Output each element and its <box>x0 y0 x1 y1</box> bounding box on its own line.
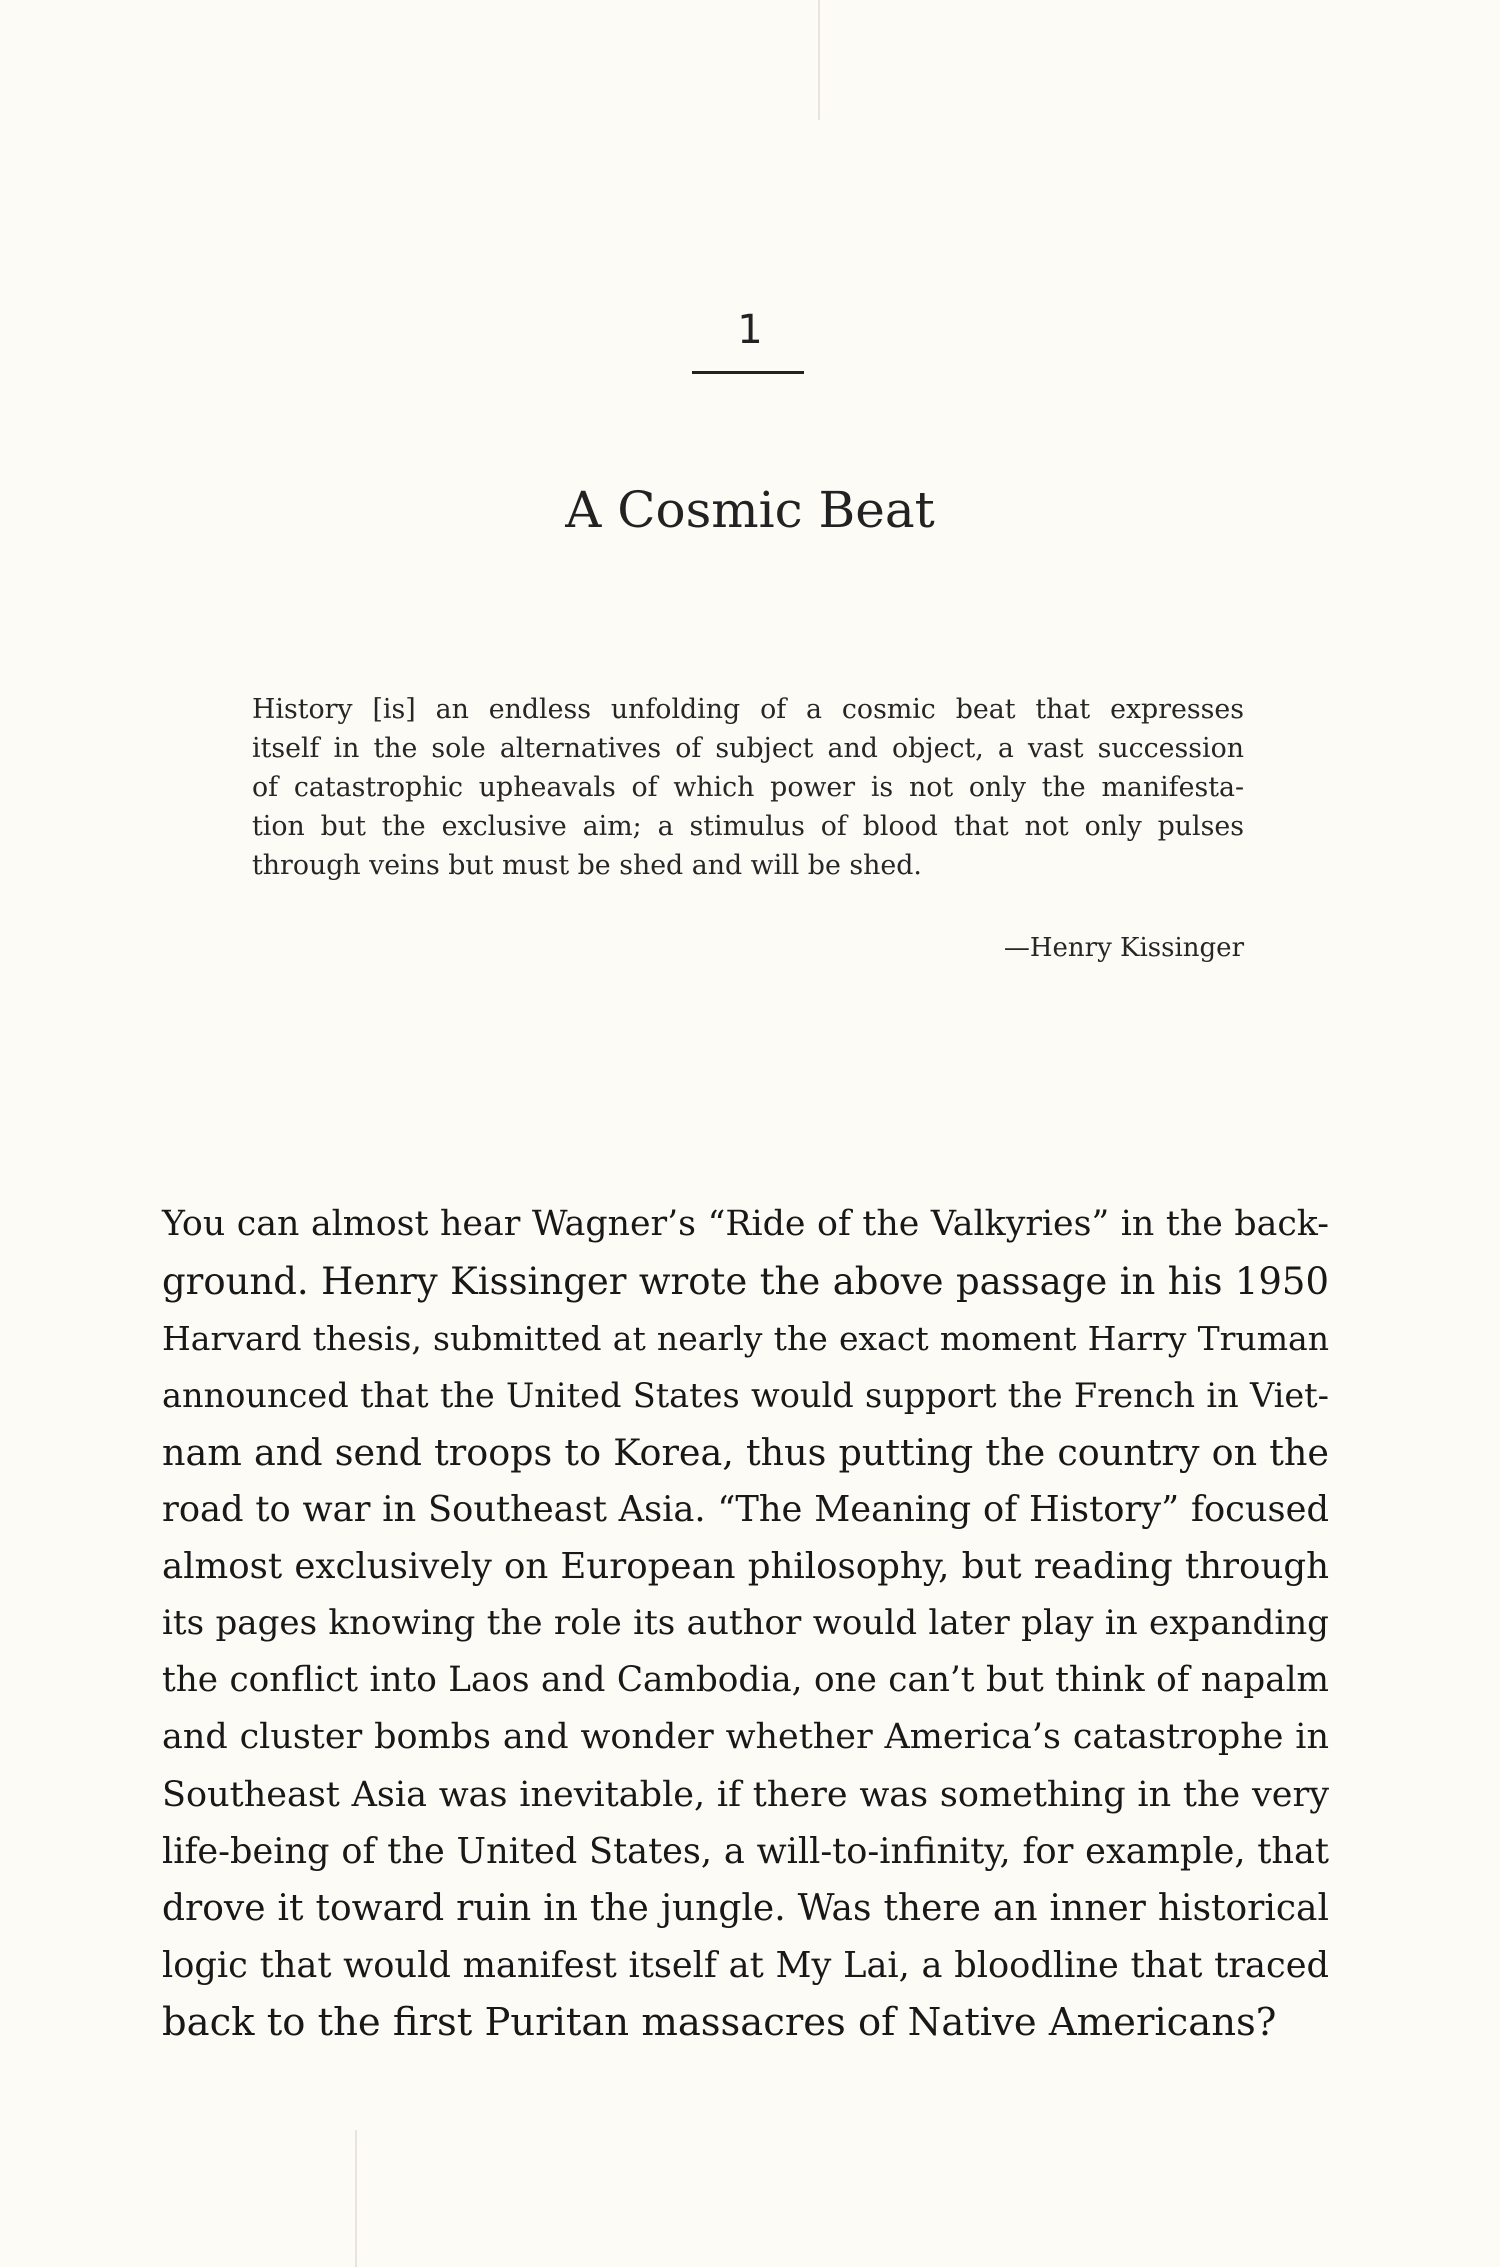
body-line: Southeast Asia was inevitable, if there was something in the very <box>162 1774 1329 1815</box>
chapter-number-rule <box>692 371 804 374</box>
body-line: life-being of the United States, a will-to-infinity, for example, that <box>162 1831 1329 1872</box>
body-line: its pages knowing the role its author would later play in expanding <box>162 1603 1329 1643</box>
body-paragraph <box>162 1196 1329 2051</box>
epigraph <box>252 690 1244 885</box>
body-line: announced that the United States would support the French in Viet- <box>162 1376 1329 1415</box>
body-line: road to war in Southeast Asia. “The Meaning of History” focused <box>162 1489 1329 1530</box>
epigraph-line: through veins but must be shed and will be shed. <box>252 850 922 881</box>
body-line: drove it toward ruin in the jungle. Was there an inner historical <box>162 1888 1329 1929</box>
body-line: Harvard thesis, submitted at nearly the exact moment Harry Truman <box>162 1319 1329 1358</box>
epigraph-line: tion but the exclusive aim; a stimulus of blood that not only pulses <box>252 811 1244 842</box>
body-line: and cluster bombs and wonder whether America’s catastrophe in <box>162 1717 1329 1757</box>
body-line: almost exclusively on European philosophy, but reading through <box>162 1546 1329 1587</box>
body-line: logic that would manifest itself at My Lai, a bloodline that traced <box>162 1945 1329 1986</box>
scan-artifact-line <box>355 2130 357 2267</box>
body-line: nam and send troops to Korea, thus putting the country on the <box>162 1431 1329 1474</box>
epigraph-attribution: —Henry Kissinger <box>1003 933 1244 963</box>
body-line: You can almost hear Wagner’s “Ride of the Valkyries” in the back- <box>162 1204 1329 1244</box>
epigraph-line: itself in the sole alternatives of subject and object, a vast succession <box>252 733 1244 764</box>
scan-artifact-line <box>818 0 820 120</box>
body-line: the conflict into Laos and Cambodia, one can’t but think of napalm <box>162 1660 1329 1700</box>
chapter-number: 1 <box>737 307 763 353</box>
body-line: ground. Henry Kissinger wrote the above passage in his 1950 <box>162 1260 1329 1303</box>
chapter-title: A Cosmic Beat <box>565 481 935 539</box>
body-line: back to the first Puritan massacres of Native Americans? <box>162 2000 1277 2045</box>
epigraph-line: of catastrophic upheavals of which power is not only the manifesta- <box>252 772 1244 803</box>
epigraph-line: History [is] an endless unfolding of a cosmic beat that expresses <box>252 694 1244 725</box>
